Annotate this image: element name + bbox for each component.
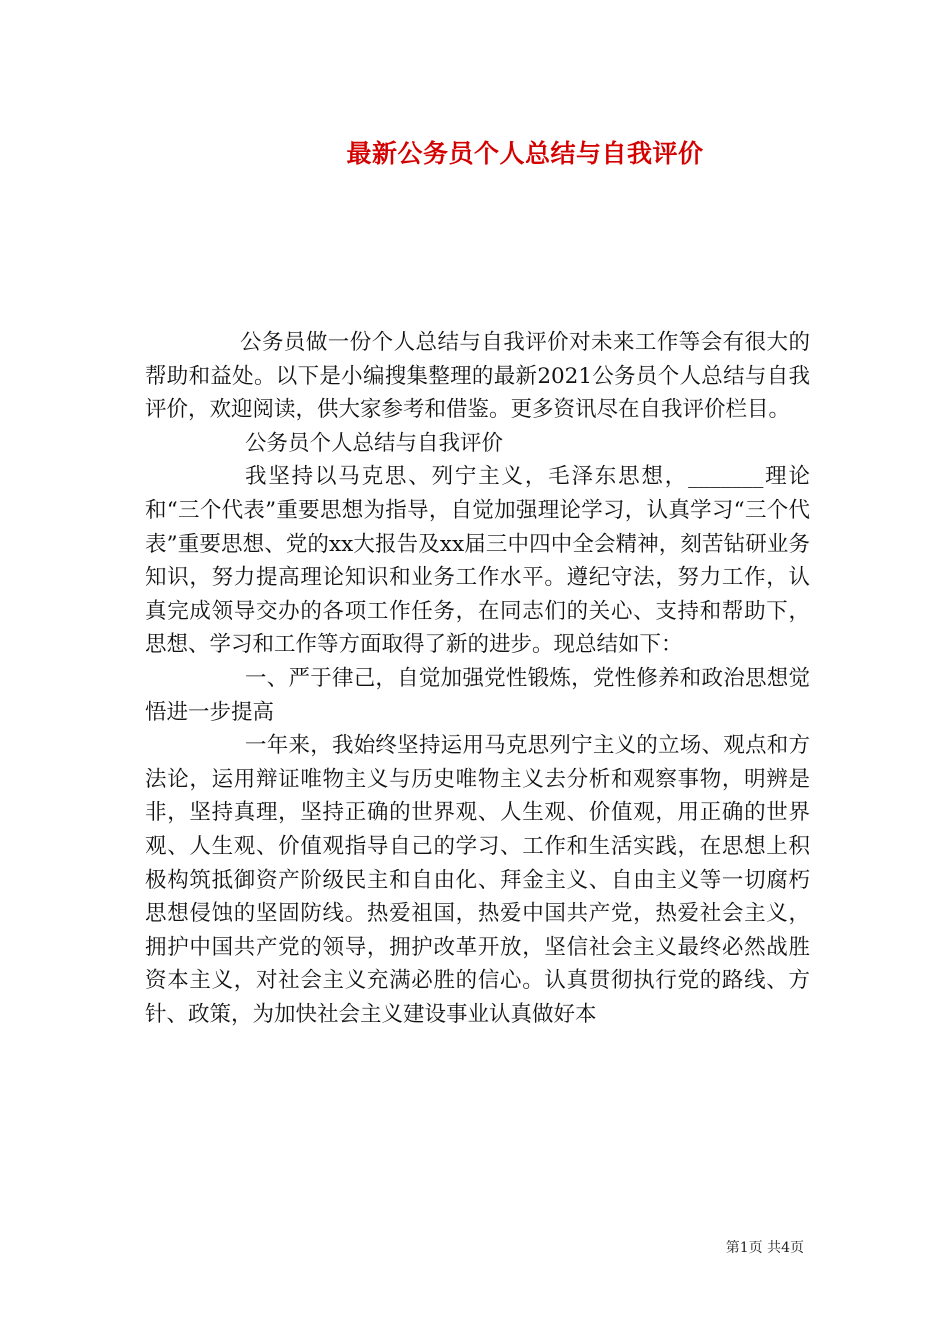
body-paragraph: 我坚持以马克思、列宁主义，毛泽东思想，_______理论和“三个代表”重要思想为指导，自觉加强理论学习，认真学习“三个代表”重要思想、党的xx大报告及xx届三中四中全会精神，刻苦钻研业务知识，努力提高理论知识和业务工作水平。遵纪守法，努力工作，认真完成领导交办的各项工作任务，在同志们的关心、支持和帮助下，思想、学习和工作等方面取得了新的进步。现总结如下：	[145, 464, 810, 658]
document-body	[145, 326, 810, 1031]
document-title: 最新公务员个人总结与自我评价	[346, 139, 704, 168]
intro-paragraph: 公务员做一份个人总结与自我评价对未来工作等会有很大的帮助和益处。以下是小编搜集整理的最新2021公务员个人总结与自我评价，欢迎阅读，供大家参考和借鉴。更多资讯尽在自我评价栏目。	[145, 330, 810, 423]
numbered-heading: 一、严于律己，自觉加强党性锻炼，党性修养和政治思想觉悟进一步提高	[145, 665, 810, 725]
section-heading: 公务员个人总结与自我评价	[245, 430, 504, 456]
page-number-footer: 第1页 共4页	[725, 1240, 804, 1256]
body-paragraph: 一年来，我始终坚持运用马克思列宁主义的立场、观点和方法论，运用辩证唯物主义与历史唯物主义去分析和观察事物，明辨是非，坚持真理，坚持正确的世界观、人生观、价值观，用正确的世界观、人生观、价值观指导自己的学习、工作和生活实践，在思想上积极构筑抵御资产阶级民主和自由化、拜金主义、自由主义等一切腐朽思想侵蚀的坚固防线。热爱祖国，热爱中国共产党，热爱社会主义，拥护中国共产党的领导，拥护改革开放，坚信社会主义最终必然战胜资本主义，对社会主义充满必胜的信心。认真贯彻执行党的路线、方针、政策，为加快社会主义建设事业认真做好本	[145, 733, 810, 1027]
